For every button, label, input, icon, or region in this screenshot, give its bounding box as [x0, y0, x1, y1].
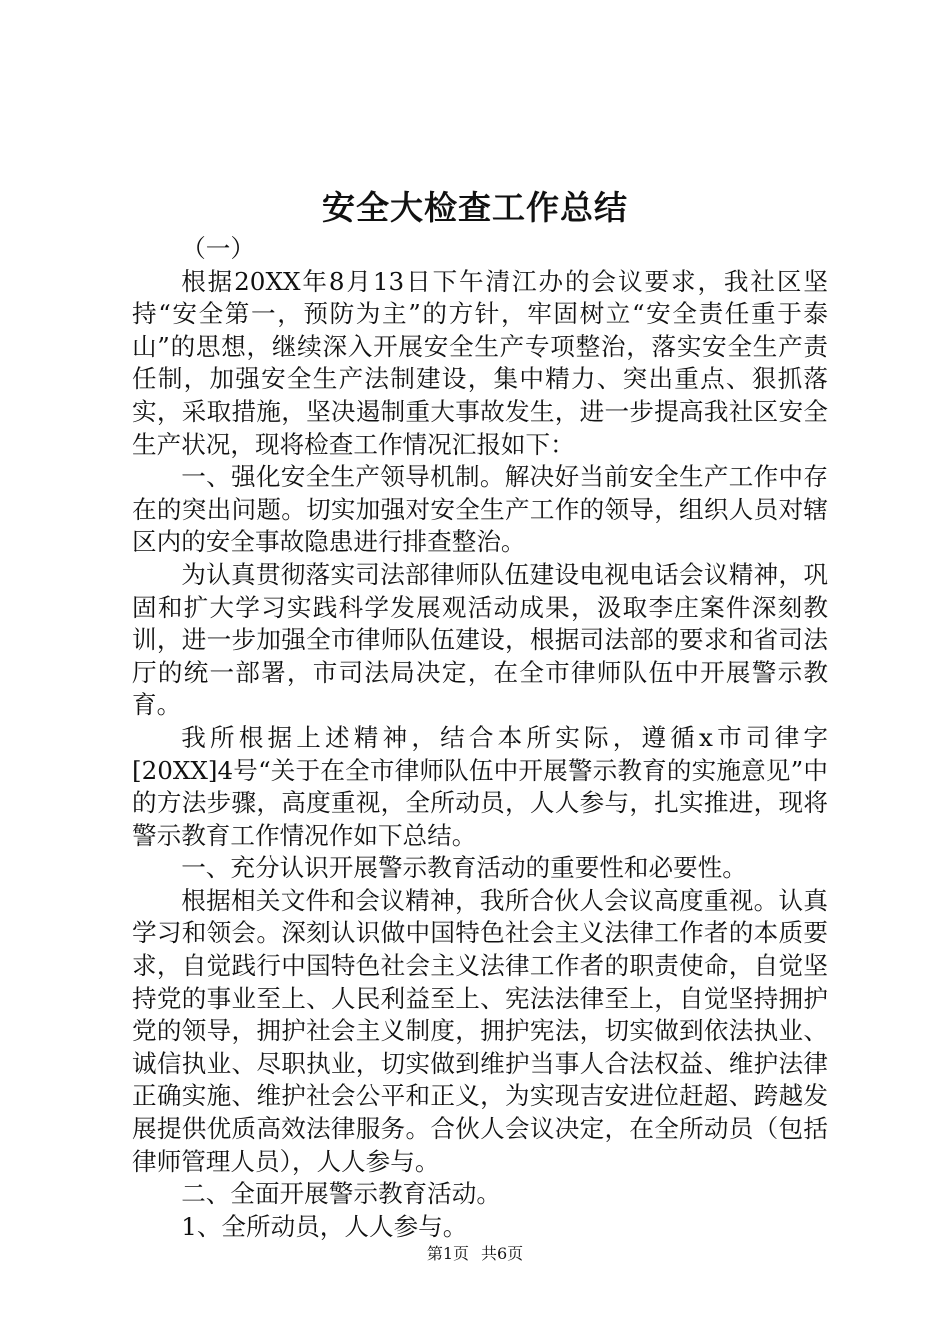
paragraph-leadership: 一、强化安全生产领导机制。解决好当前安全生产工作中存在的突出问题。切实加强对安全生产工作的领导，组织人员对辖区内的安全事故隐患进行排查整治。 — [132, 462, 828, 557]
document-title: 安全大检查工作总结 — [322, 188, 628, 227]
paragraph-background: 为认真贯彻落实司法部律师队伍建设电视电话会议精神，巩固和扩大学习实践科学发展观活动成果，汲取李庄案件深刻教训，进一步加强全市律师队伍建设，根据司法部的要求和省司法厅的统一部署，市司法局决定，在全市律师队伍中开展警示教育。 — [132, 559, 828, 720]
paragraph-item-1: 1、全所动员，人人参与。 — [181, 1211, 468, 1241]
paragraph-meeting: 根据相关文件和会议精神，我所合伙人会议高度重视。认真学习和领会。深刻认识做中国特色社会主义法律工作者的本质要求，自觉践行中国特色社会主义法律工作者的职责使命，自觉坚持党的事业至上、人民利益至上、宪法法律至上，自觉坚持拥护党的领导，拥护社会主义制度，拥护宪法，切实做到依法执业、诚信执业、尽职执业，切实做到维护当事人合法权益、维护法律正确实施、维护社会公平和正义，为实现吉安进位赶超、跨越发展提供优质高效法律服务。合伙人会议决定，在全所动员（包括律师管理人员），人人参与。 — [132, 885, 828, 1176]
page-number: 第1页 — [426, 1244, 469, 1263]
page-total: 共6页 — [481, 1244, 524, 1263]
paragraph-heading-2: 二、全面开展警示教育活动。 — [181, 1179, 501, 1209]
document-body — [132, 233, 828, 1243]
paragraph-heading-1: 一、充分认识开展警示教育活动的重要性和必要性。 — [181, 853, 747, 883]
paragraph-section-number: （一） — [181, 234, 255, 263]
paragraph-intro: 根据20XX年8月13日下午清江办的会议要求，我社区坚持“安全第一，预防为主”的方针，牢固树立“安全责任重于泰山”的思想，继续深入开展安全生产专项整治，落实安全生产责任制，加强安全生产法制建设，集中精力、突出重点、狠抓落实，采取措施，坚决遏制重大事故发生，进一步提高我社区安全生产状况，现将检查工作情况汇报如下： — [132, 266, 828, 459]
paragraph-firm-summary: 我所根据上述精神，结合本所实际，遵循x市司律字[20XX]4号“关于在全市律师队伍中开展警示教育的实施意见”中的方法步骤，高度重视，全所动员，人人参与，扎实推进，现将警示教育工作情况作如下总结。 — [132, 722, 828, 850]
page-footer — [0, 1240, 950, 1268]
